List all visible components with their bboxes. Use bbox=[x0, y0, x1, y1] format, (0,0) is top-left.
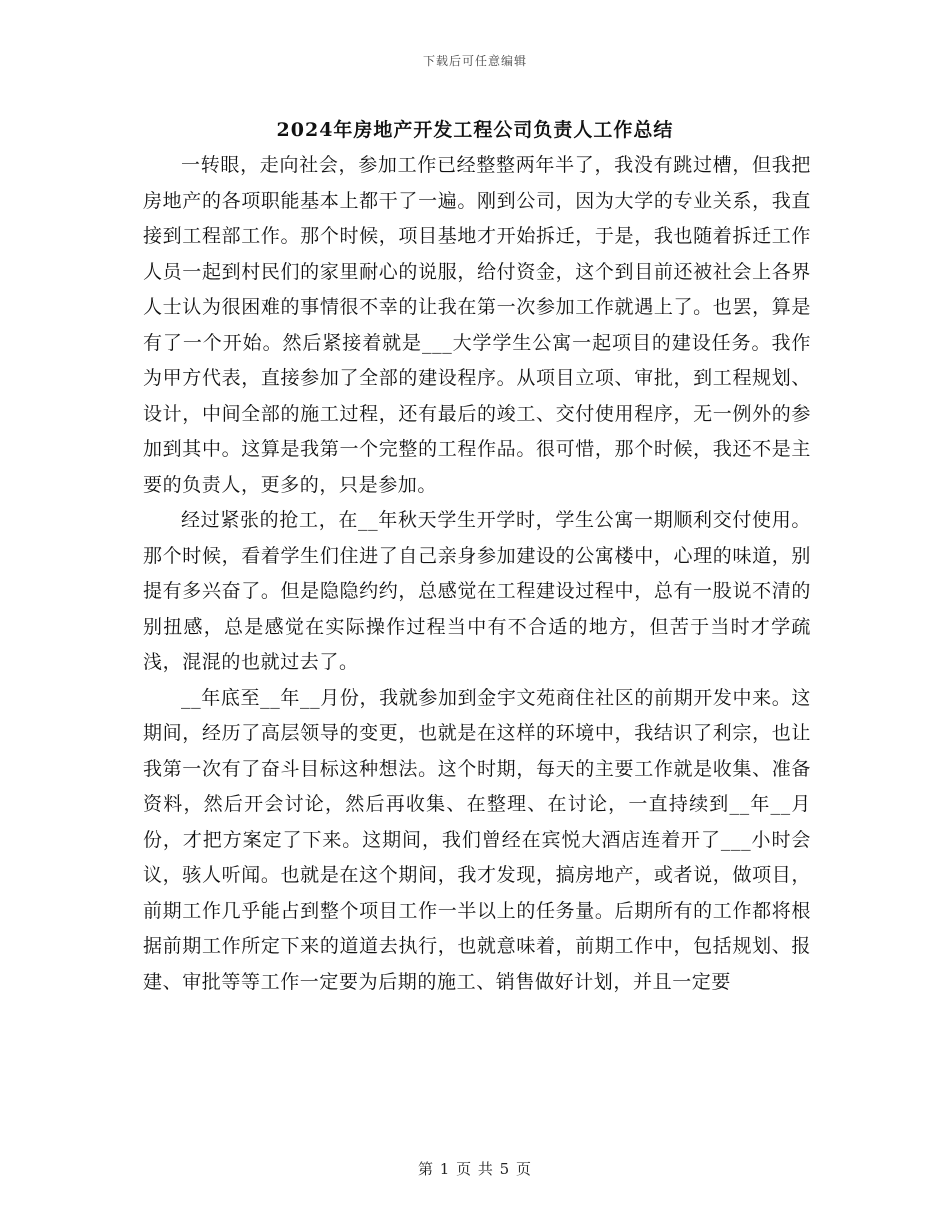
document-body bbox=[143, 148, 811, 1000]
page-number: 第 1 页 共 5 页 bbox=[418, 1160, 532, 1178]
paragraph: __年底至__年__月份，我就参加到金宇文苑商住社区的前期开发中来。这期间，经历了高层领导的变更，也就是在这样的环境中，我结识了利宗，也让我第一次有了奋斗目标这种想法。这个时期，每天的主要工作就是收集、准备资料，然后开会讨论，然后再收集、在整理、在讨论，一直持续到__年__月份，才把方案定了下来。这期间，我们曾经在宾悦大酒店连着开了___小时会议，骇人听闻。也就是在这个期间，我才发现，搞房地产，或者说，做项目，前期工作几乎能占到整个项目工作一半以上的任务量。后期所有的工作都将根据前期工作所定下来的道道去执行，也就意味着，前期工作中，包括规划、报建、审批等等工作一定要为后期的施工、销售做好计划，并且一定要 bbox=[143, 686, 811, 993]
download-note: 下载后可任意编辑 bbox=[422, 54, 527, 68]
paragraph: 一转眼，走向社会，参加工作已经整整两年半了，我没有跳过槽，但我把房地产的各项职能基本上都干了一遍。刚到公司，因为大学的专业关系，我直接到工程部工作。那个时候，项目基地才开始拆迁，于是，我也随着拆迁工作人员一起到村民们的家里耐心的说服，给付资金，这个到目前还被社会上各界人士认为很困难的事情很不幸的让我在第一次参加工作就遇上了。也罢，算是有了一个开始。然后紧接着就是___大学学生公寓一起项目的建设任务。我作为甲方代表，直接参加了全部的建设程序。从项目立项、审批，到工程规划、设计，中间全部的施工过程，还有最后的竣工、交付使用程序，无一例外的参加到其中。这算是我第一个完整的工程作品。很可惜，那个时候，我还不是主要的负责人，更多的，只是参加。 bbox=[143, 154, 811, 496]
document-title: 2024年房地产开发工程公司负责人工作总结 bbox=[276, 119, 674, 141]
paragraph: 经过紧张的抢工，在__年秋天学生开学时，学生公寓一期顺利交付使用。那个时候，看着学生们住进了自己亲身参加建设的公寓楼中，心理的味道，别提有多兴奋了。但是隐隐约约，总感觉在工程建设过程中，总有一股说不清的别扭感，总是感觉在实际操作过程当中有不合适的地方，但苦于当时才学疏浅，混混的也就过去了。 bbox=[143, 509, 811, 673]
